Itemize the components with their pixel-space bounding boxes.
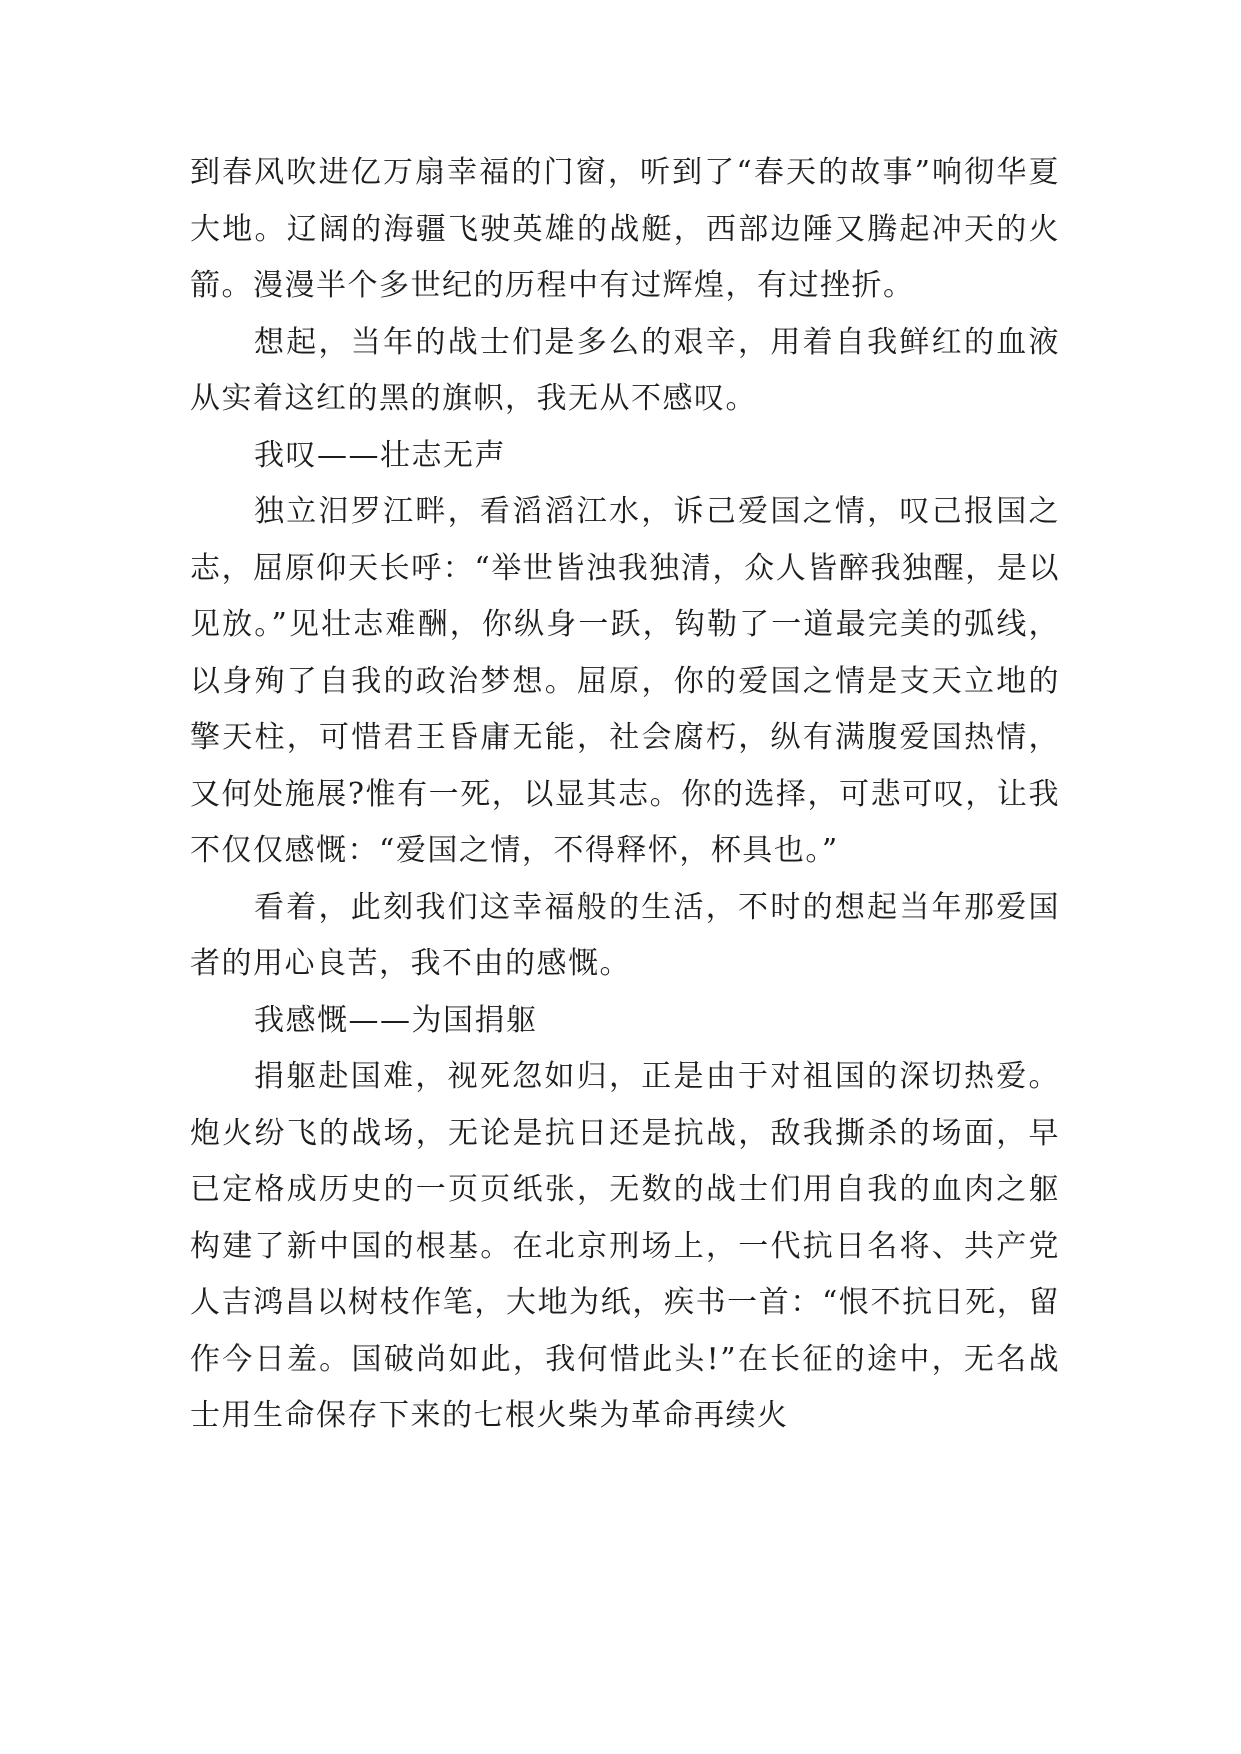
paragraph-1: 到春风吹进亿万扇幸福的门窗，听到了“春天的故事”响彻华夏大地。辽阔的海疆飞驶英雄的战艇，西部边陲又腾起冲天的火箭。漫漫半个多世纪的历程中有过辉煌，有过挫折。 xyxy=(190,155,1060,303)
paragraph-5: 看着，此刻我们这幸福般的生活，不时的想起当年那爱国者的用心良苦，我不由的感慨。 xyxy=(190,889,1060,981)
paragraph-qu-yuan: 独立汨罗江畔，看滔滔江水，诉己爱国之情，叹己报国之志，屈原仰天长呼：“举世皆浊我独清，众人皆醉我独醒，是以见放。”见壮志难酬，你纵身一跃，钩勒了一道最完美的弧线，以身殉了自我的政治梦想。屈原，你的爱国之情是支天立地的擎天柱，可惜君王昏庸无能，社会腐朽，纵有满腹爱国热情，又何处施展?惟有一死，以显其志。你的选择，可悲可叹，让我不仅仅感慨：“爱国之情，不得释怀，杯具也。” xyxy=(190,494,1060,868)
paragraph-sacrifice: 捐躯赴国难，视死忽如归，正是由于对祖国的深切热爱。炮火纷飞的战场，无论是抗日还是抗战，敌我撕杀的场面，早已定格成历史的一页页纸张，无数的战士们用自我的血肉之躯构建了新中国的根基。在北京刑场上，一代抗日名将、共产党人吉鸿昌以树枝作笔，大地为纸，疾书一首：“恨不抗日死，留作今日羞。国破尚如此，我何惜此头!”在长征的途中，无名战士用生命保存下来的七根火柴为革命再续火 xyxy=(190,1059,1060,1433)
section-heading-sacrifice: 我感慨——为国捐躯 xyxy=(254,1002,538,1038)
document-page xyxy=(190,145,1060,1445)
section-heading-sigh: 我叹——壮志无声 xyxy=(254,437,506,473)
paragraph-2: 想起，当年的战士们是多么的艰辛，用着自我鲜红的血液从实着这红的黑的旗帜，我无从不感叹。 xyxy=(190,324,1060,416)
